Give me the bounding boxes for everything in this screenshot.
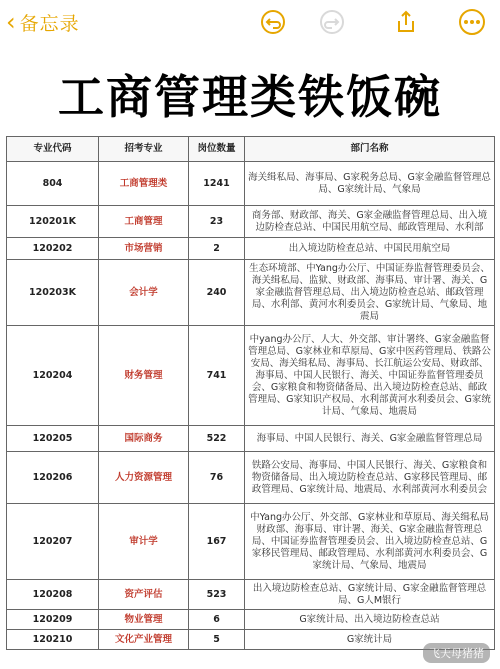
table-row <box>7 504 495 580</box>
table-row <box>7 162 495 206</box>
cell-dept: 海关缉私局、海事局、G家税务总局、G家金融监督管理总局、G家统计局、气象局 <box>245 162 495 206</box>
cell-count: 522 <box>189 426 245 452</box>
header-code: 专业代码 <box>7 137 99 162</box>
header-count: 岗位数量 <box>189 137 245 162</box>
cell-major: 工商管理 <box>99 206 189 238</box>
cell-code: 120207 <box>7 504 99 580</box>
cell-major: 资产评估 <box>99 580 189 610</box>
cell-count: 23 <box>189 206 245 238</box>
cell-dept: G家统计局 <box>245 630 495 650</box>
table-header-row <box>7 137 495 162</box>
table-row <box>7 452 495 504</box>
table-row <box>7 580 495 610</box>
cell-count: 2 <box>189 238 245 260</box>
table-row <box>7 238 495 260</box>
cell-dept: 出入境边防检查总站、中国民用航空局 <box>245 238 495 260</box>
cell-major: 市场营销 <box>99 238 189 260</box>
cell-dept: 商务部、财政部、海关、G家金融监督管理总局、出入境边防检查总站、中国民用航空局、邮政管理局、水利部 <box>245 206 495 238</box>
job-table <box>6 136 494 650</box>
cell-count: 76 <box>189 452 245 504</box>
back-label: 备忘录 <box>19 12 80 35</box>
cell-code: 120204 <box>7 326 99 426</box>
cell-major: 人力资源管理 <box>99 452 189 504</box>
table-row <box>7 326 495 426</box>
cell-code: 120208 <box>7 580 99 610</box>
share-icon[interactable] <box>392 8 420 36</box>
cell-code: 804 <box>7 162 99 206</box>
back-button[interactable] <box>6 8 80 36</box>
cell-count: 6 <box>189 610 245 630</box>
cell-code: 120201K <box>7 206 99 238</box>
table-row <box>7 610 495 630</box>
cell-dept: 铁路公安局、海事局、中国人民银行、海关、G家粮食和物资储备局、出入境边防检查总站、G家移民管理局、邮政管理局、G家统计局、地震局、水利部黄河水利委员会 <box>245 452 495 504</box>
cell-dept: 中yang办公厅、人大、外交部、审计署终、G家金融监督管理总局、G家林业和草原局、G家中医药管理局、铁路公安局、海关缉私局、海事局、长江航运公安局、财政部、海事局、中国人民银行、海关、中国证券监督管理委员会、G家粮食和物资储备局、出入境边防检查总站、邮政管理局、G家知识产权局、水利部黄河水利委员会、G家统计局、气象局、地震局 <box>245 326 495 426</box>
header-dept: 部门名称 <box>245 137 495 162</box>
cell-dept: G家统计局、出入境边防检查总站 <box>245 610 495 630</box>
cell-code: 120210 <box>7 630 99 650</box>
cell-major: 工商管理类 <box>99 162 189 206</box>
cell-dept: 出入境边防检查总站、G家统计局、G家金融监督管理总局、G人M银行 <box>245 580 495 610</box>
table-row <box>7 206 495 238</box>
cell-major: 审计学 <box>99 504 189 580</box>
undo-icon[interactable] <box>259 8 287 36</box>
chevron-left-icon: ‹ <box>6 8 16 36</box>
table-row <box>7 260 495 326</box>
cell-count: 741 <box>189 326 245 426</box>
cell-code: 120205 <box>7 426 99 452</box>
cell-major: 文化产业管理 <box>99 630 189 650</box>
cell-major: 物业管理 <box>99 610 189 630</box>
cell-dept: 生态环境部、中Yang办公厅、中国证券监督管理委员会、海关缉私局、监狱、财政部、海事局、审计署、海关、G家金融监督管理总局、出入境边防检查总站、邮政管理局、水利部、黄河水利委员会、G家统计局、气象局、地震局 <box>245 260 495 326</box>
cell-count: 240 <box>189 260 245 326</box>
top-toolbar <box>0 0 500 44</box>
cell-major: 国际商务 <box>99 426 189 452</box>
cell-count: 523 <box>189 580 245 610</box>
cell-major: 财务管理 <box>99 326 189 426</box>
table-row <box>7 630 495 650</box>
watermark: 飞天母猪猪 <box>423 643 490 663</box>
note-title: 工商管理类铁饭碗 <box>58 70 442 124</box>
table-row <box>7 426 495 452</box>
cell-code: 120206 <box>7 452 99 504</box>
cell-dept: 中Yang办公厅、外交部、G家林业和草原局、海关缉私局财政部、海事局、审计署、海关、G家金融监督管理总局、中国证券监督管理委员会、出入境边防检查总站、G家移民管理局、邮政管理局、水利部黄河水利委员会、G家统计局、气象局、地震局 <box>245 504 495 580</box>
cell-code: 120203K <box>7 260 99 326</box>
header-major: 招考专业 <box>99 137 189 162</box>
more-icon[interactable] <box>458 8 486 36</box>
cell-count: 167 <box>189 504 245 580</box>
cell-code: 120202 <box>7 238 99 260</box>
cell-count: 1241 <box>189 162 245 206</box>
cell-major: 会计学 <box>99 260 189 326</box>
cell-count: 5 <box>189 630 245 650</box>
cell-code: 120209 <box>7 610 99 630</box>
cell-dept: 海事局、中国人民银行、海关、G家金融监督管理总局 <box>245 426 495 452</box>
redo-icon[interactable] <box>318 8 346 36</box>
